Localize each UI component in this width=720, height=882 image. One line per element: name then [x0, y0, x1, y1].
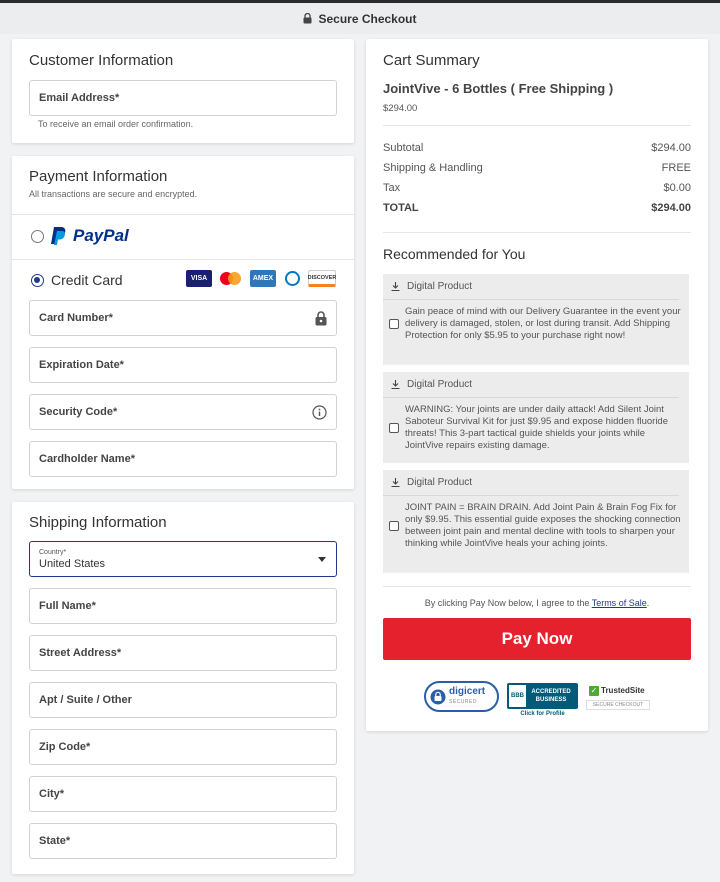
- cardholder-name-field[interactable]: [29, 441, 337, 477]
- check-icon: ✓: [590, 686, 598, 695]
- card-number-field[interactable]: [29, 300, 337, 336]
- recommended-item-checkbox[interactable]: [389, 521, 399, 531]
- zip-code-label: Zip Code*: [39, 741, 91, 753]
- bbb-badge[interactable]: [507, 683, 578, 719]
- recommended-item: [383, 274, 689, 365]
- country-value: United States: [39, 557, 106, 570]
- info-icon[interactable]: [312, 405, 327, 420]
- bbb-line1: ACCREDITED: [531, 689, 571, 695]
- shipping-info-card: [12, 502, 354, 874]
- street-address-field[interactable]: [29, 635, 337, 671]
- amex-logo-icon: AMEX: [250, 270, 276, 287]
- recommended-item-tag: Digital Product: [407, 379, 473, 390]
- security-code-label: Security Code*: [39, 406, 118, 418]
- credit-card-radio[interactable]: [31, 274, 44, 287]
- lock-icon: [315, 311, 327, 326]
- bbb-logo-icon: BBB: [509, 685, 526, 707]
- trustedsite-sub: SECURE CHECKOUT: [586, 700, 650, 710]
- customer-info-card: [12, 39, 354, 143]
- recommended-item-text: Gain peace of mind with our Delivery Guarantee in the event your delivery is damaged, stolen, or lost during transit. Add Shipping Protection for only $5.95 to your purchase right now!: [405, 306, 681, 341]
- recommended-item-tag: Digital Product: [407, 477, 473, 488]
- shipping-label: Shipping & Handling: [383, 162, 483, 174]
- recommended-item-tag: Digital Product: [407, 281, 473, 292]
- total-row: [383, 202, 691, 214]
- divider: [12, 259, 354, 260]
- expiration-date-field[interactable]: [29, 347, 337, 383]
- city-label: City*: [39, 788, 65, 800]
- product-name: JointVive - 6 Bottles ( Free Shipping ): [383, 81, 614, 96]
- recommended-item-checkbox[interactable]: [389, 319, 399, 329]
- download-icon: [391, 380, 400, 389]
- shipping-value: FREE: [661, 162, 691, 174]
- terms-prefix: By clicking Pay Now below, I agree to the: [424, 598, 592, 608]
- total-value: $294.00: [651, 202, 691, 214]
- subtotal-label: Subtotal: [383, 142, 424, 154]
- recommended-item-header: [383, 274, 679, 300]
- digicert-sub: SECURED: [449, 698, 477, 705]
- card-logos: [186, 270, 336, 287]
- city-field[interactable]: [29, 776, 337, 812]
- apt-suite-field[interactable]: [29, 682, 337, 718]
- chevron-down-icon: [318, 557, 326, 562]
- lock-icon: [303, 13, 312, 24]
- subtotal-row: [383, 142, 691, 154]
- recommended-item-header: [383, 372, 679, 398]
- credit-card-option[interactable]: [31, 272, 123, 288]
- recommended-item: [383, 372, 689, 463]
- cart-summary-card: [366, 39, 708, 731]
- zip-code-field[interactable]: [29, 729, 337, 765]
- digicert-lock-icon: [430, 688, 446, 706]
- full-name-label: Full Name*: [39, 600, 96, 612]
- payment-info-card: [12, 156, 354, 489]
- email-hint: To receive an email order confirmation.: [38, 119, 194, 129]
- mastercard-logo-icon: [217, 270, 245, 287]
- diners-logo-icon: [281, 270, 303, 287]
- divider: [383, 586, 691, 587]
- security-code-field[interactable]: [29, 394, 337, 430]
- terms-suffix: .: [646, 598, 650, 608]
- bbb-line2: BUSINESS: [535, 697, 567, 703]
- divider: [383, 125, 691, 126]
- pay-now-button[interactable]: Pay Now: [383, 618, 691, 660]
- shipping-row: [383, 162, 691, 174]
- apt-suite-label: Apt / Suite / Other: [39, 694, 132, 706]
- terms-of-sale-link[interactable]: Terms of Sale: [591, 598, 647, 608]
- recommended-item-checkbox[interactable]: [389, 423, 399, 433]
- subtotal-value: $294.00: [651, 142, 691, 154]
- payment-subtitle: All transactions are secure and encrypted.: [29, 189, 198, 199]
- credit-card-label: Credit Card: [51, 272, 123, 288]
- download-icon: [391, 478, 400, 487]
- digicert-label: digicert: [449, 685, 486, 697]
- total-label: TOTAL: [383, 202, 419, 214]
- recommended-item-text: JOINT PAIN = BRAIN DRAIN. Add Joint Pain & Brain Fog Fix for only $9.95. This essential guide exposes the shocking connection between joint pain and mental decline with tools to sharpen your thinking while JointVive heals your aching joints.: [405, 502, 681, 549]
- discover-logo-icon: DISCOVER: [308, 270, 336, 287]
- bbb-caption: Click for Profile: [520, 711, 565, 717]
- email-field[interactable]: [29, 80, 337, 116]
- paypal-label: PayPal: [73, 226, 129, 245]
- country-select[interactable]: [29, 541, 337, 577]
- email-label: Email Address*: [39, 92, 120, 104]
- card-number-label: Card Number*: [39, 312, 113, 324]
- country-label: Country*: [39, 548, 67, 556]
- payment-info-title: Payment Information: [29, 168, 168, 185]
- terms-notice: [366, 598, 708, 608]
- product-price: $294.00: [383, 103, 418, 114]
- state-field[interactable]: [29, 823, 337, 859]
- trustedsite-label: TrustedSite: [601, 686, 645, 695]
- recommended-item-header: [383, 470, 679, 496]
- recommended-item: [383, 470, 689, 573]
- trustedsite-badge[interactable]: [586, 683, 650, 711]
- tax-label: Tax: [383, 182, 401, 194]
- tax-value: $0.00: [663, 182, 691, 194]
- tax-row: [383, 182, 691, 194]
- shipping-info-title: Shipping Information: [29, 514, 167, 531]
- customer-info-title: Customer Information: [29, 52, 174, 69]
- cart-summary-title: Cart Summary: [383, 52, 480, 69]
- divider: [383, 232, 691, 233]
- state-label: State*: [39, 835, 71, 847]
- street-address-label: Street Address*: [39, 647, 122, 659]
- divider: [12, 214, 354, 215]
- download-icon: [391, 282, 400, 291]
- expiration-date-label: Expiration Date*: [39, 359, 124, 371]
- cardholder-name-label: Cardholder Name*: [39, 453, 135, 465]
- secure-checkout-bar: [0, 0, 720, 34]
- paypal-option[interactable]: [31, 226, 129, 246]
- full-name-field[interactable]: [29, 588, 337, 624]
- paypal-logo-icon: [50, 226, 68, 246]
- recommended-item-text: WARNING: Your joints are under daily attack! Add Silent Joint Saboteur Survival Kit for just $9.95 and expose hidden fluoride threats! This 3-part tactical guide shields your joints while JointVive repairs existing damage.: [405, 404, 668, 451]
- secure-checkout-label: Secure Checkout: [318, 11, 417, 26]
- visa-logo-icon: VISA: [186, 270, 212, 287]
- paypal-radio[interactable]: [31, 230, 44, 243]
- recommended-title: Recommended for You: [383, 246, 526, 262]
- digicert-badge[interactable]: [424, 681, 499, 712]
